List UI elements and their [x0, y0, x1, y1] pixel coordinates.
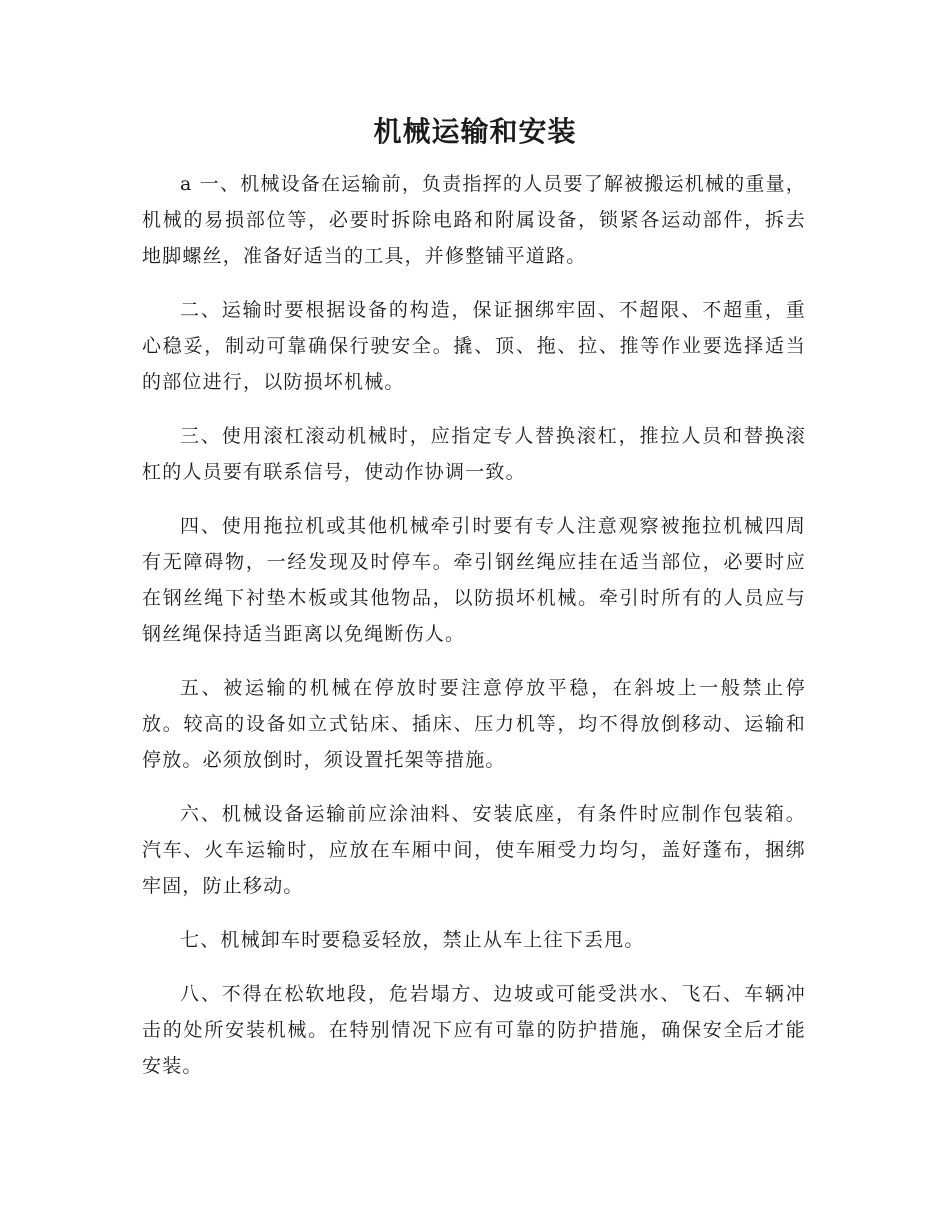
paragraph-2: 二、运输时要根据设备的构造，保证捆绑牢固、不超限、不超重，重心稳妥，制动可靠确保行驶安全。撬、顶、拖、拉、推等作业要选择适当的部位进行，以防损坏机械。	[142, 299, 806, 393]
paragraph-6: 六、机械设备运输前应涂油料、安装底座，有条件时应制作包装箱。汽车、火车运输时，应放在车厢中间，使车厢受力均匀，盖好蓬布，捆绑牢固，防止移动。	[142, 803, 806, 897]
document-body	[142, 166, 806, 1102]
paragraph-3: 三、使用滚杠滚动机械时，应指定专人替换滚杠，推拉人员和替换滚杠的人员要有联系信号，使动作协调一致。	[142, 425, 806, 483]
paragraph-1: a 一、机械设备在运输前，负责指挥的人员要了解被搬运机械的重量，机械的易损部位等，必要时拆除电路和附属设备，锁紧各运动部件，拆去地脚螺丝，准备好适当的工具，并修整铺平道路。	[142, 173, 806, 267]
paragraph-4: 四、使用拖拉机或其他机械牵引时要有专人注意观察被拖拉机械四周有无障碍物，一经发现及时停车。牵引钢丝绳应挂在适当部位，必要时应在钢丝绳下衬垫木板或其他物品，以防损坏机械。牵引时所有的人员应与钢丝绳保持适当距离以免绳断伤人。	[142, 515, 806, 645]
paragraph-8: 八、不得在松软地段，危岩塌方、边坡或可能受洪水、飞石、车辆冲击的处所安装机械。在特别情况下应有可靠的防护措施，确保安全后才能安装。	[142, 983, 806, 1077]
paragraph-7: 七、机械卸车时要稳妥轻放，禁止从车上往下丢甩。	[180, 929, 645, 951]
page-title: 机械运输和安装	[373, 115, 577, 148]
paragraph-5: 五、被运输的机械在停放时要注意停放平稳，在斜坡上一般禁止停放。较高的设备如立式钻床、插床、压力机等，均不得放倒移动、运输和停放。必须放倒时，须设置托架等措施。	[142, 677, 806, 771]
